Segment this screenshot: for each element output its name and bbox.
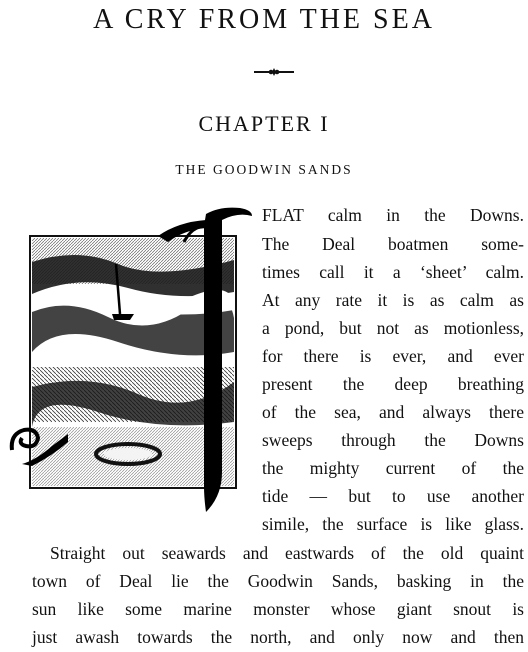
text-line: town of Deal lie the Goodwin Sands, basking in the [32,571,524,591]
chapter-subtitle: THE GOODWIN SANDS [175,162,353,177]
text-line: of the sea, and always there [262,402,524,422]
text-line: for there is ever, and ever [262,346,524,366]
text-line: just awash towards the north, and only now and then [32,627,524,647]
chapter-heading: CHAPTER I [198,111,330,136]
book-title: A CRY FROM THE SEA [93,4,435,35]
ornament-divider-icon [252,66,296,78]
text-line: times call it a ‘sheet’ calm. [262,262,524,282]
text-line: simile, the surface is like glass. [262,514,524,534]
text-line: Straight out seawards and eastwards of the old quaint [50,543,524,563]
text-line: FLAT calm in the Downs. [262,205,524,225]
drop-cap-illustration [8,202,260,532]
text-line: sweeps through the Downs [262,430,524,450]
text-line: the mighty current of the [262,458,524,478]
text-line: At any rate it is as calm as [262,290,524,310]
text-line: The Deal boatmen some- [262,234,524,254]
text-line: present the deep breathing [262,374,524,394]
text-line: a pond, but not as motionless, [262,318,524,338]
text-line: tide — but to use another [262,486,524,506]
text-line: sun like some marine monster whose giant snout is [32,599,524,619]
